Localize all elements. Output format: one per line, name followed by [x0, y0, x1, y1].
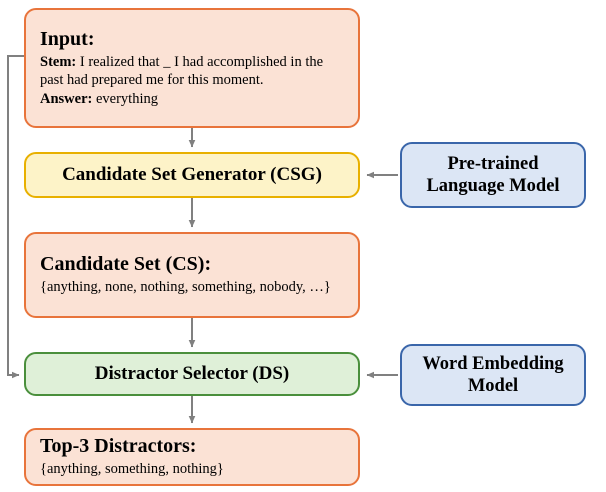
wem-line1: Word Embedding: [422, 353, 564, 374]
node-candidate-set-generator: [24, 152, 360, 198]
input-title: Input:: [40, 27, 95, 50]
input-stem-text: I realized that _ I had accomplished in the past had prepared me for this moment.: [40, 53, 324, 89]
node-word-embedding-model: [400, 344, 586, 406]
plm-line2: Language Model: [426, 176, 560, 196]
csg-title: Candidate Set Generator (CSG): [62, 164, 322, 186]
top3-items: {anything, something, nothing}: [40, 461, 224, 478]
input-stem: [40, 53, 346, 90]
node-input: [24, 8, 360, 128]
plm-line1: Pre-trained: [447, 153, 539, 174]
node-distractor-selector: [24, 352, 360, 396]
candidate-set-items: {anything, none, nothing, something, nobody, …}: [40, 279, 331, 296]
node-pretrained-language-model: [400, 142, 586, 208]
input-answer-label: Answer:: [40, 90, 93, 107]
input-stem-label: Stem:: [40, 53, 77, 70]
top3-title: Top-3 Distractors:: [40, 435, 197, 458]
candidate-set-title: Candidate Set (CS):: [40, 253, 212, 276]
node-top3-distractors: [24, 428, 360, 486]
input-answer: [40, 90, 346, 109]
input-answer-text: everything: [92, 90, 158, 107]
ds-title: Distractor Selector (DS): [94, 363, 290, 385]
node-candidate-set: [24, 232, 360, 318]
wem-line2: Model: [467, 376, 519, 396]
